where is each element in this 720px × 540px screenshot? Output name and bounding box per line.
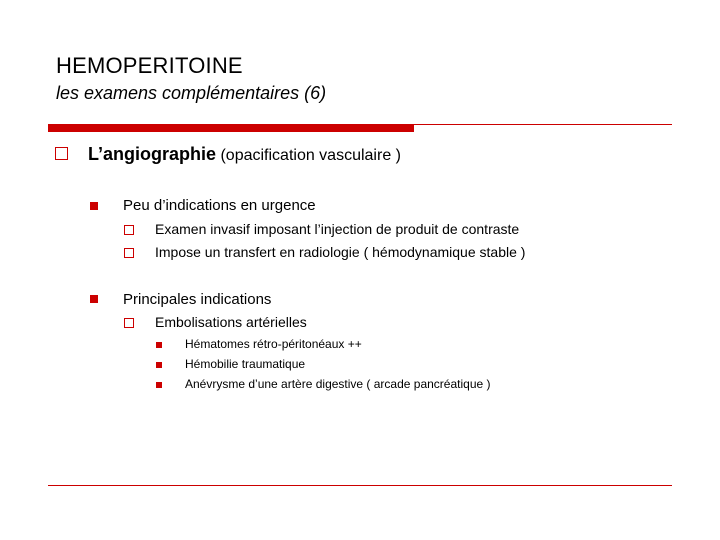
- section-label: Peu d’indications en urgence: [123, 197, 316, 214]
- square-filled-icon: [90, 202, 98, 210]
- slide-subtitle: les examens complémentaires (6): [56, 83, 327, 103]
- list-item: Embolisations artérielles: [155, 314, 307, 330]
- square-outline-icon: [55, 147, 68, 160]
- title-accent-bar: [48, 124, 414, 132]
- list-item: Impose un transfert en radiologie ( hémodynamique stable ): [155, 244, 526, 260]
- slide-title: HEMOPERITOINE: [56, 53, 243, 78]
- level1-heading-bold: L’angiographie: [88, 144, 217, 164]
- list-item: Examen invasif imposant l’injection de produit de contraste: [155, 221, 520, 237]
- list-subitem: Hématomes rétro-péritonéaux ++: [185, 337, 362, 351]
- square-outline-icon: [124, 225, 134, 235]
- square-outline-icon: [124, 248, 134, 258]
- level1-heading: [88, 144, 401, 165]
- section-label: Principales indications: [123, 291, 272, 308]
- list-subitem: Hémobilie traumatique: [185, 357, 306, 371]
- list-subitem: Anévrysme d’une artère digestive ( arcade pancréatique ): [185, 377, 491, 391]
- square-filled-icon: [156, 382, 162, 388]
- square-filled-icon: [90, 295, 98, 303]
- footer-divider-line: [48, 485, 672, 486]
- level1-heading-rest: (opacification vasculaire ): [216, 147, 401, 164]
- square-filled-icon: [156, 362, 162, 368]
- square-filled-icon: [156, 342, 162, 348]
- square-outline-icon: [124, 318, 134, 328]
- title-divider-line: [414, 124, 672, 125]
